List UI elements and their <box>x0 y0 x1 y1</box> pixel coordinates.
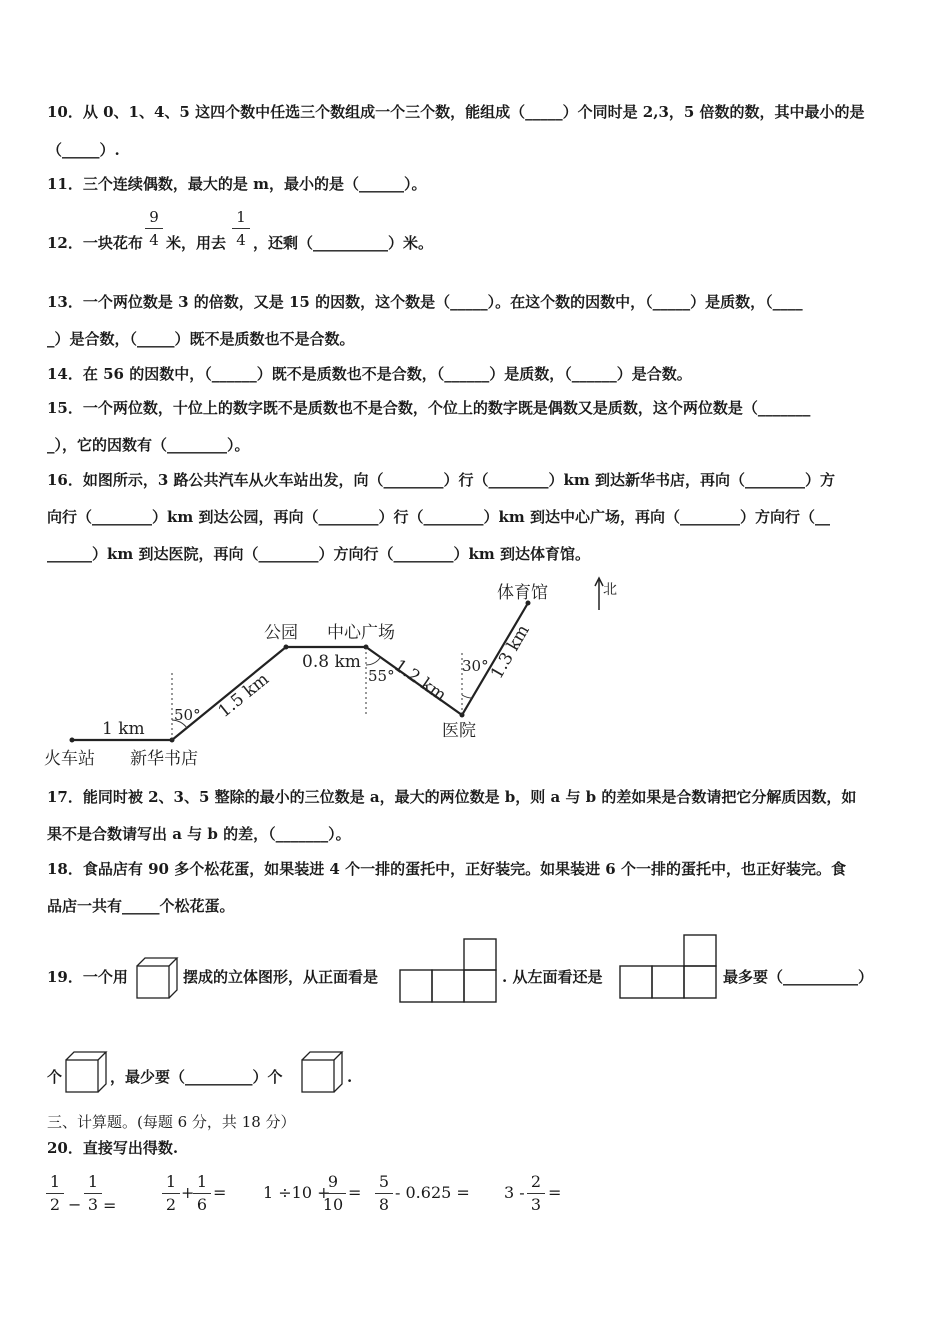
e3-fraction <box>320 1172 346 1215</box>
route-map <box>40 570 640 775</box>
q16-line2: 向行（________）km 到达公园，再向（________）行（________）km 到达中心广场，再向（________）方向行（__ <box>47 508 830 526</box>
q12-frac2-denominator: 4 <box>236 231 246 249</box>
map-plaza-label: 中心广场 <box>327 623 395 643</box>
q15-line2: _），它的因数有（________）。 <box>47 436 250 454</box>
e5-equals: = <box>548 1183 562 1202</box>
map-gym-label: 体育馆 <box>497 583 548 603</box>
e5-prefix: 3 - <box>504 1183 525 1202</box>
q12-frac1-numerator: 9 <box>149 208 159 226</box>
e1-fraction-a <box>46 1172 64 1215</box>
front-view-figure <box>399 938 499 1004</box>
map-angle2-label: 55° <box>368 667 395 685</box>
map-seg4-label: 1.2 km <box>390 655 450 706</box>
e1-a-denominator: 2 <box>49 1195 61 1214</box>
map-seg5-label: 1.3 km <box>487 621 534 683</box>
e4-denominator: 8 <box>378 1195 390 1214</box>
q19-part4: 最多要（__________） <box>723 968 874 986</box>
q19-part7: . <box>347 1068 353 1086</box>
e1-fraction-b <box>84 1172 102 1215</box>
q12-fraction-1 <box>145 207 163 250</box>
e5-numerator: 2 <box>530 1172 542 1191</box>
e2-equals: = <box>213 1183 227 1202</box>
e3-equals: = <box>348 1183 362 1202</box>
e4-postfix: - 0.625 = <box>395 1183 470 1202</box>
q12-prefix: 12．一块花布 <box>47 234 143 252</box>
q15-line1: 15．一个两位数，十位上的数字既不是质数也不是合数，个位上的数字既是偶数又是质数，这个两位数是（_______ <box>47 399 811 417</box>
e1-operator: − <box>68 1195 82 1214</box>
q19-part1: 19．一个用 <box>47 968 128 986</box>
q19-part3: . 从左面看还是 <box>502 968 603 986</box>
e1-b-numerator: 1 <box>87 1172 99 1191</box>
e3-numerator: 9 <box>327 1172 339 1191</box>
q19-part6: ，最少要（_________）个 <box>110 1068 283 1086</box>
e2-operator: + <box>181 1183 195 1202</box>
e4-numerator: 5 <box>378 1172 390 1191</box>
q10-line2: （_____）. <box>47 141 120 159</box>
e3-denominator: 10 <box>322 1195 344 1214</box>
q13-line1: 13．一个两位数是 3 的倍数，又是 15 的因数，这个数是（_____）。在这个数的因数中，（_____）是质数，（____ <box>47 293 803 311</box>
q17-line1: 17．能同时被 2、3、5 整除的最小的三位数是 a，最大的两位数是 b，则 a 与 b 的差如果是合数请把它分解质因数，如 <box>47 788 857 806</box>
e2-a-numerator: 1 <box>165 1172 177 1191</box>
e5-fraction <box>527 1172 545 1215</box>
section3-title: 三、计算题。(每题 6 分，共 18 分） <box>47 1113 296 1131</box>
map-angle1-label: 50° <box>174 706 201 724</box>
q19-part2: 摆成的立体图形，从正面看是 <box>183 968 379 986</box>
q12-frac2-numerator: 1 <box>236 208 246 226</box>
map-north-label: 北 <box>603 582 617 598</box>
q12-suffix: ，还剩（__________）米。 <box>253 234 434 252</box>
q16-line3: ______）km 到达医院，再向（________）方向行（________）km 到达体育馆。 <box>47 545 590 563</box>
small-cube-icon <box>135 956 179 1000</box>
e2-fraction-a <box>162 1172 180 1215</box>
q12-mid: 米，用去 <box>166 234 227 252</box>
e4-fraction <box>375 1172 393 1215</box>
e1-a-numerator: 1 <box>49 1172 61 1191</box>
small-cube-icon <box>300 1050 344 1094</box>
e5-denominator: 3 <box>530 1195 542 1214</box>
map-bookstore-label: 新华书店 <box>130 749 198 769</box>
q20-title: 20．直接写出得数. <box>47 1139 179 1157</box>
e1-equals: = <box>103 1196 117 1215</box>
q10-line1: 10．从 0、1、4、5 这四个数中任选三个数组成一个三个数，能组成（_____）个同时是 2,3，5 倍数的数，其中最小的是 <box>47 103 865 121</box>
map-seg1-label: 1 km <box>102 719 145 739</box>
e2-b-numerator: 1 <box>196 1172 208 1191</box>
small-cube-icon <box>64 1050 108 1094</box>
e2-fraction-b <box>193 1172 211 1215</box>
q12-fraction-2 <box>232 207 250 250</box>
map-seg3-label: 0.8 km <box>302 652 361 672</box>
map-seg2-label: 1.5 km <box>214 669 273 722</box>
q16-line1: 16．如图所示，3 路公共汽车从火车站出发，向（________）行（________）km 到达新华书店，再向（________）方 <box>47 471 836 489</box>
e3-prefix: 1 ÷10 + <box>263 1183 331 1202</box>
q17-line2: 果不是合数请写出 a 与 b 的差，（_______）。 <box>47 825 351 843</box>
q18-line1: 18．食品店有 90 多个松花蛋，如果装进 4 个一排的蛋托中，正好装完。如果装进 6 个一排的蛋托中，也正好装完。食 <box>47 860 846 878</box>
map-park-label: 公园 <box>264 623 298 643</box>
e2-b-denominator: 6 <box>196 1195 208 1214</box>
q12-frac1-denominator: 4 <box>149 231 159 249</box>
q13-line2: _）是合数，（_____）既不是质数也不是合数。 <box>47 330 355 348</box>
map-station-label: 火车站 <box>44 749 95 769</box>
q11-text: 11．三个连续偶数，最大的是 m，最小的是（______）。 <box>47 175 427 193</box>
q19-part5: 个 <box>47 1068 63 1086</box>
map-angle3-label: 30° <box>462 657 489 675</box>
e2-a-denominator: 2 <box>165 1195 177 1214</box>
map-hospital-label: 医院 <box>442 721 476 741</box>
left-view-figure <box>619 934 719 1000</box>
e1-b-denominator: 3 <box>87 1195 99 1214</box>
q14-text: 14．在 56 的因数中，（______）既不是质数也不是合数，（______）是质数，（______）是合数。 <box>47 365 692 383</box>
q18-line2: 品店一共有_____个松花蛋。 <box>47 897 235 915</box>
